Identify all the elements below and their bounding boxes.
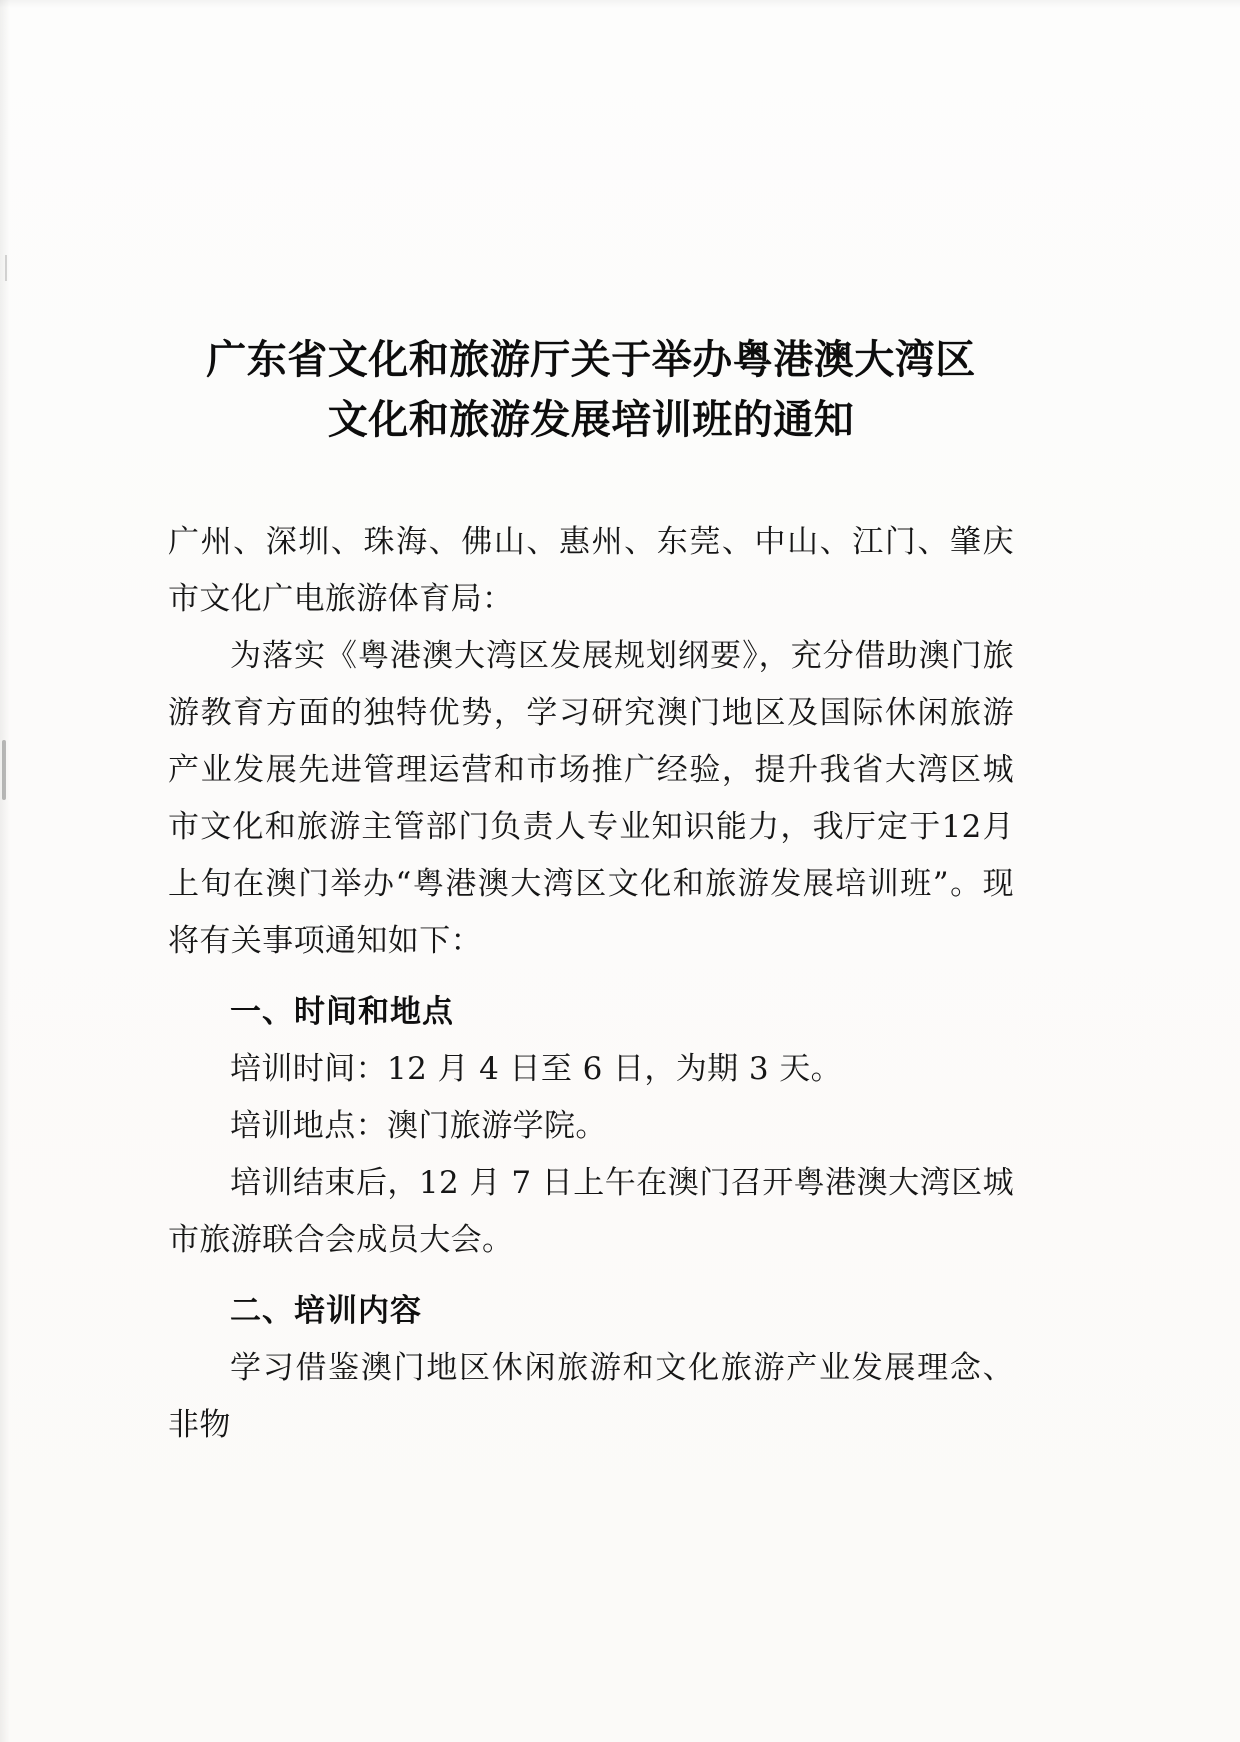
document-opening-paragraph: 为落实《粤港澳大湾区发展规划纲要》，充分借助澳门旅游教育方面的独特优势，学习研究澳门地区及国际休闲旅游产业发展先进管理运营和市场推广经验，提升我省大湾区城市文化和旅游主管部门负责人专业知识能力，我厅定于12月上旬在澳门举办“粤港澳大湾区文化和旅游发展培训班”。现将有关事项通知如下： [168, 638, 1014, 959]
section-spacer-2 [168, 1269, 1014, 1283]
document-title [168, 330, 1014, 450]
section-heading-2: 二、培训内容 [230, 1293, 422, 1329]
section-1-line-1: 培训时间：12 月 4 日至 6 日，为期 3 天。 [230, 1051, 842, 1087]
document-title-line-1: 广东省文化和旅游厅关于举办粤港澳大湾区 [206, 336, 976, 383]
scan-artifact-speck [5, 255, 7, 281]
section-heading-1: 一、时间和地点 [230, 994, 454, 1030]
scan-edge-shadow-top [0, 0, 1240, 8]
section-1-line-2: 培训地点：澳门旅游学院。 [230, 1108, 607, 1144]
scan-edge-shadow-left [0, 0, 10, 1742]
scan-artifact-mark [2, 740, 6, 800]
section-1-line-3: 培训结束后，12 月 7 日上午在澳门召开粤港澳大湾区城市旅游联合会成员大会。 [168, 1165, 1014, 1258]
document-addressee: 广州、深圳、珠海、佛山、惠州、东莞、中山、江门、肇庆市文化广电旅游体育局： [168, 524, 1014, 617]
section-spacer [168, 970, 1014, 984]
section-2-line-1: 学习借鉴澳门地区休闲旅游和文化旅游产业发展理念、非物 [168, 1350, 1014, 1443]
document-title-line-2: 文化和旅游发展培训班的通知 [327, 396, 855, 443]
document-content [168, 330, 1014, 1454]
